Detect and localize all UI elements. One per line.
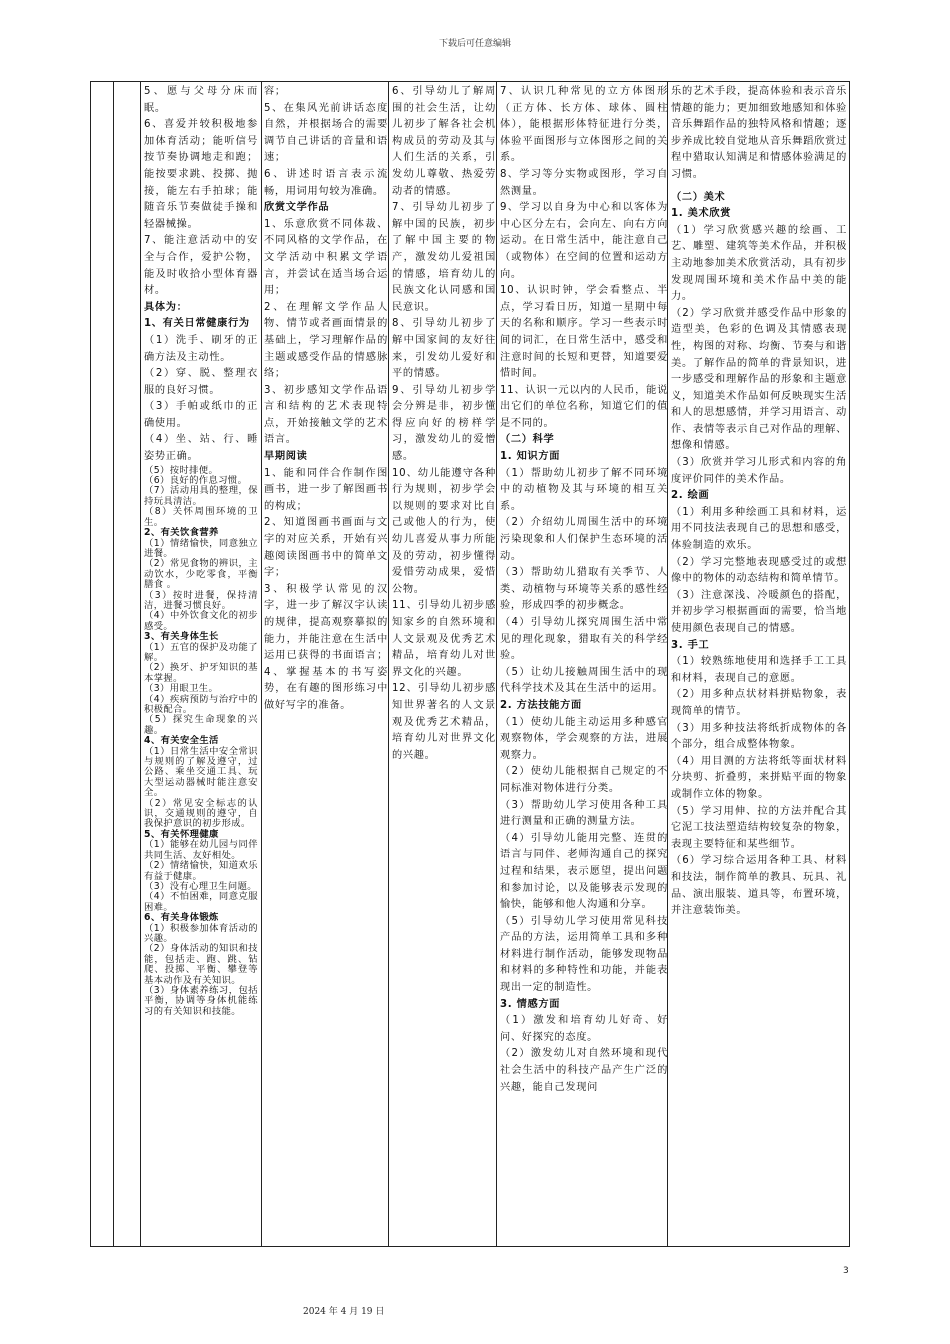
paragraph: （4）疾病预防与治疗中的积极配合。 <box>144 693 258 715</box>
paragraph: （2）情绪愉快，知道欢乐有益于健康。 <box>144 860 258 882</box>
paragraph: （8）关怀周围环境的卫生。 <box>144 506 258 528</box>
paragraph: （3）用多种技法将纸折成物体的各个部分，组合成整体物象。 <box>671 722 847 751</box>
paragraph: （3）欣赏并学习儿形式和内容的角度评价同伴的美术作品。 <box>671 457 847 485</box>
curriculum-table <box>90 81 850 1247</box>
paragraph: 2、在理解文学作品人物、情节或者画面情景的基础上，学习理解作品的主题或感受作品的情感脉络； <box>264 301 388 380</box>
paragraph: （5）引导幼儿学习使用常见科技产品的方法，运用简单工具和多种材料进行制作活动，能够发现物品和材料的多种特性和功能，并能表现出一定的制造性。 <box>500 915 668 994</box>
paragraph: （3）用眼卫生。 <box>144 683 219 695</box>
paragraph: 11、引导幼儿初步感知家乡的自然环境和人文景观及优秀艺术精品，培育幼儿对世界文化的兴趣。 <box>392 600 496 678</box>
paragraph: （2）学习完整地表现感受过的或想像中的物体的动态结构和简单情节。 <box>671 556 847 585</box>
paragraph: （3）帮助幼儿学习使用各种工具进行测量和正确的测量方法。 <box>500 799 668 828</box>
paragraph: （1）情绪愉快，同意独立进餐。 <box>144 537 258 559</box>
paragraph: （7）活动用具的整理，保持玩具清洁。 <box>144 485 258 507</box>
paragraph: （4）引导幼儿探究周围生活中常见的理化现象，猎取有关的科学经验。 <box>500 617 668 662</box>
paragraph: 3、积极学认常见的汉字，进一步了解汉字认读的规律，提高观察摹拟的能力，并能注意在生活中运用已获得的书面语言；4、掌握基本的书写姿势，在有趣的图形练习中做好写字的准备。 <box>264 583 388 711</box>
paragraph: （2）学习欣赏并感受作品中形象的造型美，色彩的色调及其情感表现性，构图的对称、均衡、节奏与和谐美。了解作品的简单的背景知识，进一步感受和理解作品的形象和主题意义，知道美术作品如何反映现实生活和人的思想感情，并学习用语言、动作、表情等表示自己对作品的理解、想像和情感。 <box>671 307 847 452</box>
paragraph: （6）良好的作息习惯。 <box>144 475 248 487</box>
science-column <box>500 84 668 1096</box>
paragraph: （4）引导幼儿能用完整、连贯的语言与同伴、老师沟通自己的探究过程和结果，表示愿望，提出问题和参加讨论，以及能够表示发现的愉快，能够和他人沟通和分享。 <box>500 832 668 911</box>
paragraph: （6）学习综合运用各种工具、材料和技法，制作简单的教具、玩具、礼品、演出服装、道具等，布置环境，并注意装饰美。 <box>671 855 847 917</box>
section-heading: 1. 知识方面 <box>500 451 561 463</box>
paragraph: 1、乐意欣赏不同体裁、不同风格的文学作品，在文学活动中积累文学语言，并尝试在适当场合运用； <box>264 218 388 297</box>
paragraph: 9、引导幼儿初步学会分辨是非，初步懂得应向好的榜样学习，激发幼儿的爱憎感。 <box>392 384 496 463</box>
paragraph: （3）手帕或纸巾的正确使用。 <box>144 401 258 429</box>
paragraph: （4）中外饮食文化的初步感受。 <box>144 610 258 632</box>
paragraph: （3）注意深浅、冷暖颜色的搭配，并初步学习根据画面的需要，恰当地使用颜色表现自己的情感。 <box>671 589 847 634</box>
column-divider <box>113 82 114 1246</box>
paragraph: （1）学习欣赏感兴趣的绘画、工艺、雕塑、建筑等美术作品，并积极主动地参加美术欣赏活动，具有初步发现周围环境和美术作品中美的能力。 <box>671 224 847 303</box>
section-heading: 3. 手工 <box>671 639 710 651</box>
column-divider <box>496 82 497 1246</box>
section-heading: 1. 美术欣赏 <box>671 208 732 220</box>
paragraph: （2）换牙、护牙知识的基本掌握。 <box>144 662 258 684</box>
column-divider <box>388 82 389 1246</box>
paragraph: （2）介绍幼儿周围生活中的环境污染现象和人们保护生态环境的活动。 <box>500 517 668 562</box>
paragraph: （4）用目测的方法将纸等面状材料分块剪、折叠剪，来拼贴平面的物象或制作立体的物象。 <box>671 755 847 800</box>
paragraph: （3）按时进餐，保持清洁，进餐习惯良好。 <box>144 589 258 611</box>
column-divider <box>140 82 141 1246</box>
section-heading: 5、有关怀理健康 <box>144 828 219 840</box>
paragraph: （1）日常生活中安全常识与规则的了解及遵守，过公路、乘坐交通工具、玩大型运动器械时能注意安全。 <box>144 745 258 799</box>
column-divider <box>261 82 262 1246</box>
paragraph: （5）让幼儿接触周围生活中的现代科学技术及其在生活中的运用。 <box>500 666 668 695</box>
paragraph: （3）身体素养练习，包括平衡，协调等身体机能练习的有关知识和技能。 <box>144 984 258 1017</box>
paragraph: （5）学习用伸、拉的方法并配合其它泥工技法塑造结构较复杂的物象，表现主要特征和某些细节。 <box>671 805 847 850</box>
paragraph: （2）穿、脱、整理衣服的良好习惯。 <box>144 368 258 396</box>
paragraph: 6、喜爱并较积极地参加体育活动；能听信号按节奏协调地走和跑；能按要求跳、投掷、抛接，能左右手拍球；能随音乐节奏做徒手操和轻器械操。 <box>144 119 258 230</box>
society-column <box>392 84 496 764</box>
section-heading: 3. 情感方面 <box>500 998 561 1010</box>
paragraph: 容； <box>264 86 286 97</box>
paragraph: （2）激发幼儿对自然环境和现代社会生活中的科技产品产生广泛的兴趣，能自己发现问 <box>500 1048 668 1093</box>
paragraph: 7、能注意活动中的安全与合作，爱护公物，能及时收拾小型体育器材。 <box>144 235 258 297</box>
paragraph: 7、认识几种常见的立方体图形（正方体、长方体、球体、圆柱体），能根据形体特征进行分类，体验平面图形与立体图形之间的关系。 <box>500 86 668 164</box>
section-heading: 6、有关身体锻炼 <box>144 912 219 924</box>
footer-date: 2024 年 4 月 19 日 <box>303 1307 385 1317</box>
paragraph: （3）没有心理卫生问题。 <box>144 880 257 892</box>
paragraph: 7、引导幼儿初步了解中国的民族，初步了解中国主要的物产，激发幼儿爱祖国的情感，培育幼儿的民族文化认同感和国民意识。 <box>392 202 496 313</box>
paragraph: （2）常见安全标志的认识，交通规则的遵守，自我保护意识的初步形成。 <box>144 797 258 830</box>
page-number: 3 <box>843 1266 849 1276</box>
paragraph: （1）能够在幼儿园与同伴共同生活、友好相处。 <box>144 839 258 861</box>
paragraph: 6、引导幼儿了解周围的社会生活，让幼儿初步了解各社会机构成员的劳动及其与人们生活的关系，引发幼儿尊敬、热爱劳动者的情感。 <box>392 86 496 197</box>
paragraph: 8、学习等分实物或图形，学习自然测量。 <box>500 168 668 197</box>
health-column <box>144 84 258 1017</box>
section-heading: （二）美术 <box>671 191 726 203</box>
paragraph: （2）身体活动的知识和技能，包括走、跑、跳、钻爬、投掷、平衡、攀登等基本动作及有关知识。 <box>144 943 258 986</box>
paragraph: 2、知道图画书画面与文字的对应关系，开始有兴趣阅读图画书中的简单文字； <box>264 517 388 579</box>
paragraph: （2）常见食物的辨识，主动饮水，少吃零食，平衡膳食 。 <box>144 558 258 591</box>
paragraph: （1）使幼儿能主动运用多种感官观察物体，学会观察的方法，进展观察力。 <box>500 716 668 761</box>
paragraph: 1、能和同伴合作制作图画书，进一步了解图画书的构成； <box>264 467 388 512</box>
paragraph: 5、愿与父母分床而眠。 <box>144 86 258 114</box>
section-heading: 早期阅读 <box>264 451 308 463</box>
page-header: 下载后可任意编辑 <box>438 39 511 49</box>
paragraph: （1）激发和培育幼儿好奇、好问、好探究的态度。 <box>500 1015 668 1043</box>
section-heading: 4、有关安全生活 <box>144 735 219 747</box>
paragraph: 6、讲述时语言表示流畅，用词用句较为准确。 <box>264 168 388 197</box>
paragraph: （1）积极参加体育活动的兴趣。 <box>144 922 258 944</box>
paragraph: （4）不怕困难，同意克服困难。 <box>144 891 258 913</box>
section-heading: 1、有关日常健康行为 <box>144 318 250 330</box>
paragraph: 10、幼儿能遵守各种行为规则，初步学会以规则的要求对比自己或他人的行为，使幼儿喜爱从事力所能及的劳动，初步懂得爱惜劳动成果，爱惜公物。 <box>392 467 496 595</box>
paragraph: （1）洗手、刷牙的正确方法及主动性。 <box>144 334 258 363</box>
section-heading: 具体为： <box>144 301 188 313</box>
paragraph: （2）使幼儿能根据自己规定的不同标准对物体进行分类。 <box>500 766 668 794</box>
section-heading: （二）科学 <box>500 434 555 446</box>
paragraph: 10、认识时钟，学会看整点、半点，学习看日历，知道一星期中每天的名称和顺序。学习一些表示时间的词汇，在日常生活中，感受和注意时间的长短和更替，知道要爱惜时间。 <box>500 285 668 380</box>
paragraph: （1）五官的保护及功能了解。 <box>144 641 258 663</box>
art-column <box>671 84 847 920</box>
paragraph: 乐的艺术手段，提高体验和表示音乐情趣的能力；更加细致地感知和体验音乐舞蹈作品的独特风格和情趣；逐步养成比较自觉地从音乐舞蹈欣赏过程中猎取认知满足和情感体验满足的习惯。 <box>671 86 847 180</box>
section-heading: 3、有关身体生长 <box>144 631 219 643</box>
language-column <box>264 84 388 715</box>
paragraph: （3）帮助幼儿猎取有关季节、人类、动植物与环境等关系的感性经验，形成四季的初步概念。 <box>500 567 668 612</box>
paragraph: 5、在集风光前讲话态度自然，并根据场合的需要调节自己讲话的音量和语速； <box>264 102 388 164</box>
paragraph: （2）用多种点状材料拼贴物象，表现简单的情节。 <box>671 689 847 717</box>
section-heading: 2. 绘画 <box>671 490 710 502</box>
paragraph: （5）按时排便。 <box>144 464 219 476</box>
paragraph: （1）帮助幼儿初步了解不同环境中的动植物及其与环境的相互关系。 <box>500 467 668 512</box>
paragraph: （1）较熟练地使用和选择手工工具和材料，表现自己的意愿。 <box>671 656 847 684</box>
paragraph: 3、初步感知文学作品语言和结构的艺术表现特点，开始接触文学的艺术语言。 <box>264 384 388 446</box>
section-heading: 2. 方法技能方面 <box>500 699 582 711</box>
paragraph: 11、认识一元以内的人民币，能说出它们的单位名称，知道它们的值是不同的。 <box>500 384 668 429</box>
paragraph: （5）探究生命现象的兴趣。 <box>144 714 258 736</box>
section-heading: 欣赏文学作品 <box>264 202 330 214</box>
paragraph: 9、学习以自身为中心和以客体为中心区分左右，会向左、向右方向运动。在日常生活中，能注意自己（或物体）在空间的位置和运动方向。 <box>500 202 668 280</box>
paragraph: 12、引导幼儿初步感知世界著名的人文景观及优秀艺术精品，培育幼儿对世界文化的兴趣。 <box>392 683 496 761</box>
paragraph: （1）利用多种绘画工具和材料，运用不同技法表现自己的思想和感受，体验制造的欢乐。 <box>671 506 847 552</box>
paragraph: （4）坐、站、行、睡姿势正确。 <box>144 434 258 463</box>
paragraph: 8、引导幼儿初步了解中国家间的友好往来，引发幼儿爱好和平的情感。 <box>392 318 496 380</box>
section-heading: 2、有关饮食营养 <box>144 527 219 539</box>
